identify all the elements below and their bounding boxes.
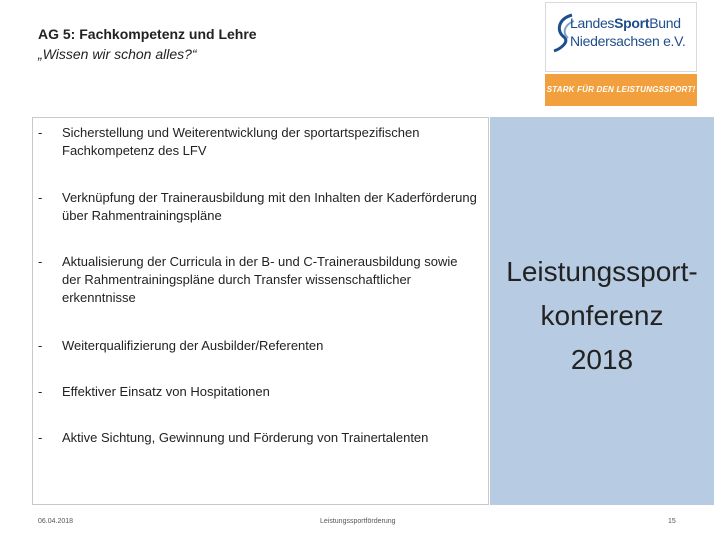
logo-panel	[545, 2, 697, 72]
bullet-text: Aktualisierung der Curricula in der B- und C-Trainerausbildung sowie der Rahmentrainingspläne durch Transfer wissenschaftlicher erkenntnisse	[62, 254, 458, 305]
bullet-item	[38, 124, 478, 160]
bullet-item	[38, 253, 478, 307]
bullet-item	[38, 429, 478, 447]
footer-center: Leistungssportförderung	[320, 518, 396, 525]
bullet-dash: -	[38, 190, 43, 205]
bullet-text: Sicherstellung und Weiterentwicklung der sportartspezifischen Fachkompetenz des LFV	[62, 125, 420, 158]
bullet-dash: -	[38, 430, 43, 445]
footer-date: 06.04.2018	[38, 518, 74, 525]
bullet-item	[38, 383, 478, 401]
bullet-text: Aktive Sichtung, Gewinnung und Förderung von Trainertalenten	[62, 430, 429, 445]
slide-subtitle: „Wissen wir schon alles?“	[38, 46, 197, 62]
bullet-item	[38, 337, 478, 355]
conference-line2: konferenz	[540, 300, 664, 331]
bullet-dash: -	[38, 254, 43, 269]
conference-year: 2018	[570, 344, 634, 375]
logo-line2: Niedersachsen e.V.	[570, 33, 686, 49]
logo-word-sport: Sport	[614, 15, 650, 31]
bullet-text: Effektiver Einsatz von Hospitationen	[62, 384, 270, 399]
bullet-text: Verknüpfung der Trainerausbildung mit den Inhalten der Kaderförderung über Rahmentrainingspläne	[62, 190, 477, 223]
logo-slogan: STARK FÜR DEN LEISTUNGSSPORT!	[545, 74, 697, 106]
logo-line1	[570, 15, 681, 31]
bullet-dash: -	[38, 125, 43, 140]
bullet-item	[38, 189, 478, 225]
logo-word-landes: Landes	[570, 15, 615, 31]
conference-title	[490, 250, 714, 382]
slide-title: AG 5: Fachkompetenz und Lehre	[38, 26, 257, 42]
bullet-text: Weiterqualifizierung der Ausbilder/Referenten	[62, 338, 324, 353]
bullet-dash: -	[38, 384, 43, 399]
conference-line1: Leistungssport-	[506, 256, 698, 287]
lsb-logo	[545, 2, 697, 106]
slide-header	[38, 24, 257, 64]
footer-page-number: 15	[668, 518, 676, 525]
logo-word-bund: Bund	[649, 15, 681, 31]
bullet-dash: -	[38, 338, 43, 353]
